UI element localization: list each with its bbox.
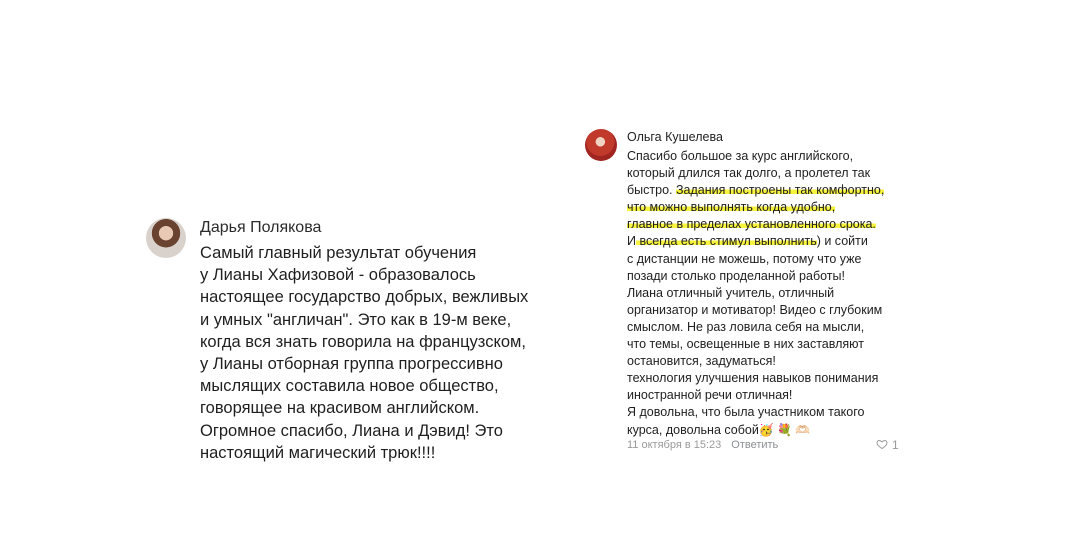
comment-text-line: смыслом. Не раз ловила себя на мысли, [627, 319, 865, 334]
comment-text-line: у Лианы отборная группа прогрессивно [200, 355, 503, 374]
comment-text-line: у Лианы Хафизовой - образовалось [200, 266, 476, 285]
heart-icon [876, 438, 888, 450]
comment-author[interactable]: Ольга Кушелева [627, 130, 723, 144]
comment-text-segment: быстро. [627, 183, 676, 198]
highlighted-text: всегда есть стимул выполнить [635, 234, 817, 249]
comment-text-line: настоящее государство добрых, вежливых [200, 288, 529, 307]
comment-text-line: организатор и мотиватор! Видео с глубоким [627, 302, 883, 317]
comment-author[interactable]: Дарья Полякова [200, 219, 322, 236]
comment-text-segment: ) и сойти [816, 234, 868, 249]
like-button[interactable] [876, 438, 899, 452]
avatar[interactable] [585, 129, 617, 161]
comment-text-line: настоящий магический трюк!!!! [200, 443, 436, 462]
comment-text [627, 148, 917, 439]
like-count: 1 [892, 438, 899, 452]
comment-text-line: Лиана отличный учитель, отличный [627, 285, 835, 300]
comment-text-line [627, 199, 917, 216]
comment-text-line: который длился так долго, а пролетел так [627, 166, 871, 181]
comment-text-line: Самый главный результат обучения [200, 244, 477, 262]
comment-text-line: с дистанции не можешь, потому что уже [627, 251, 862, 266]
comment-text-line: технология улучшения навыков понимания [627, 371, 879, 386]
comment-text-line: Спасибо большое за курс английского, [627, 149, 854, 163]
comment-text-segment: курса, довольна собой [627, 422, 759, 437]
comment-date[interactable]: 11 октября в 15:23 [627, 439, 722, 451]
comment-text-line [627, 182, 917, 199]
comment-text-line [627, 233, 917, 250]
comment-text-line [627, 216, 917, 233]
comment-text-line: когда вся знать говорила на французском, [200, 332, 526, 351]
comment-text-line [627, 422, 917, 439]
comment-text-line: Огромное спасибо, Лиана и Дэвид! Это [200, 421, 503, 440]
reply-button[interactable]: Ответить [731, 439, 779, 451]
comment-text-line: иностранной речи отличная! [627, 388, 793, 403]
comment-meta [627, 439, 778, 451]
comment-text-line: и умных "англичан". Это как в 19-м веке, [200, 310, 512, 329]
highlighted-text: главное в пределах установленного срока. [627, 217, 876, 232]
comment-text [200, 242, 566, 464]
comment-text-line: остановится, задуматься! [627, 354, 776, 369]
avatar[interactable] [146, 218, 186, 258]
comment-text-line: позади столько проделанной работы! [627, 268, 845, 283]
comment-text-line: говорящее на красивом английском. [200, 399, 480, 418]
comment-text-segment: И [627, 234, 636, 249]
emoji-reactions: 🥳 💐 🫶🏻 [758, 422, 811, 437]
highlighted-text: Задания построены так комфортно, [675, 183, 885, 198]
comment-text-line: что темы, освещенные в них заставляют [627, 337, 864, 352]
comment-text-line: мыслящих составила новое общество, [200, 377, 499, 396]
highlighted-text: что можно выполнять когда удобно, [627, 200, 836, 215]
comment-text-line: Я довольна, что была участником такого [627, 405, 865, 420]
